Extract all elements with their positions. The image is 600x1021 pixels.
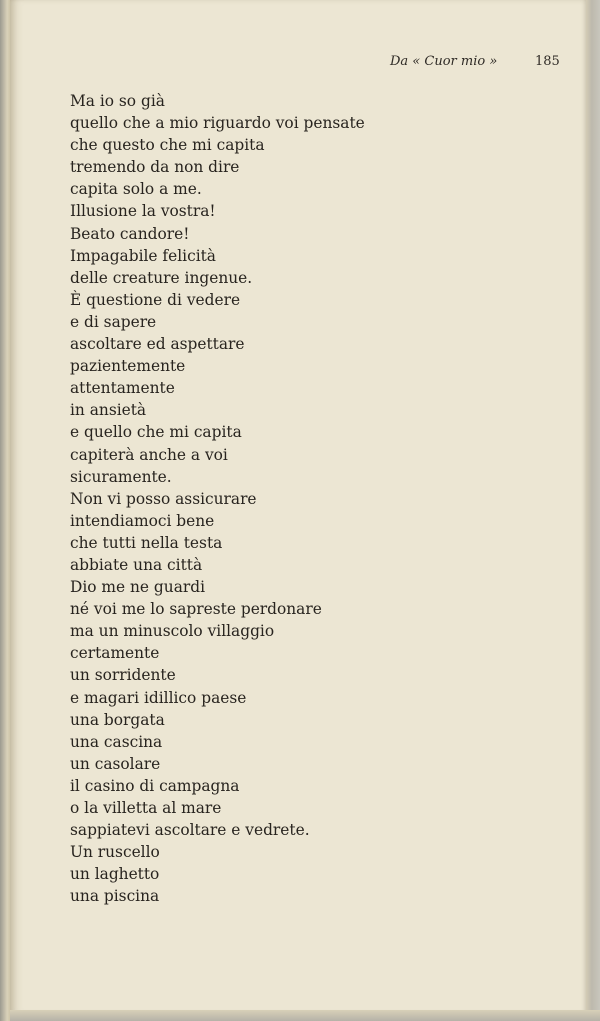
poem-line: che questo che mi capita [70, 136, 265, 155]
poem-line: una cascina [70, 732, 163, 751]
poem-line: che tutti nella testa [70, 533, 223, 552]
poem-line: Ma io so già [70, 92, 165, 110]
poem-line: una borgata [70, 710, 165, 729]
page-edge-bottom [10, 1010, 600, 1021]
poem-line: Illusione la vostra! [70, 202, 216, 221]
poem-line: o la villetta al mare [70, 799, 222, 817]
poem-line: intendiamoci bene [70, 511, 215, 530]
poem-line: Dio me ne guardi [70, 578, 205, 597]
poem-line: delle creature ingenue. [70, 268, 253, 287]
poem-line: Non vi posso assicurare [70, 489, 257, 508]
poem-line: Un ruscello [70, 843, 160, 862]
poem-line: e magari idillico paese [70, 688, 247, 707]
poem-line: capiterà anche a voi [70, 445, 228, 464]
poem-line: una piscina [70, 887, 160, 906]
poem-line: sappiatevi ascoltare e vedrete. [70, 821, 310, 840]
poem-line: e di sapere [70, 312, 157, 331]
poem-line: Beato candore! [70, 224, 190, 243]
poem-line: Impagabile felicità [70, 246, 216, 265]
poem-text [70, 90, 550, 907]
poem-line: un laghetto [70, 865, 160, 884]
poem-line: quello che a mio riguardo voi pensate [70, 114, 365, 133]
poem-line: né voi me lo sapreste perdonare [70, 600, 322, 619]
poem-line: abbiate una città [70, 555, 203, 574]
poem-line: pazientemente [70, 357, 186, 376]
page-number: 185 [535, 54, 560, 69]
poem-line: ma un minuscolo villaggio [70, 622, 275, 641]
poem-line: È questione di vedere [70, 290, 241, 309]
poem-line: ascoltare ed aspettare [70, 335, 245, 354]
poem-line: il casino di campagna [70, 776, 240, 795]
page-edge-right [586, 0, 600, 1021]
poem-line: un casolare [70, 754, 161, 773]
poem-line: un sorridente [70, 666, 176, 685]
poem-line: attentamente [70, 379, 175, 398]
poem-line: in ansietà [70, 401, 147, 420]
poem-line: sicuramente. [70, 467, 172, 486]
poem-line: certamente [70, 644, 160, 663]
running-head-title: Da « Cuor mio » [390, 54, 498, 69]
poem-line: tremendo da non dire [70, 158, 240, 177]
poem-line: e quello che mi capita [70, 423, 242, 442]
poem-line: capita solo a me. [70, 180, 202, 199]
